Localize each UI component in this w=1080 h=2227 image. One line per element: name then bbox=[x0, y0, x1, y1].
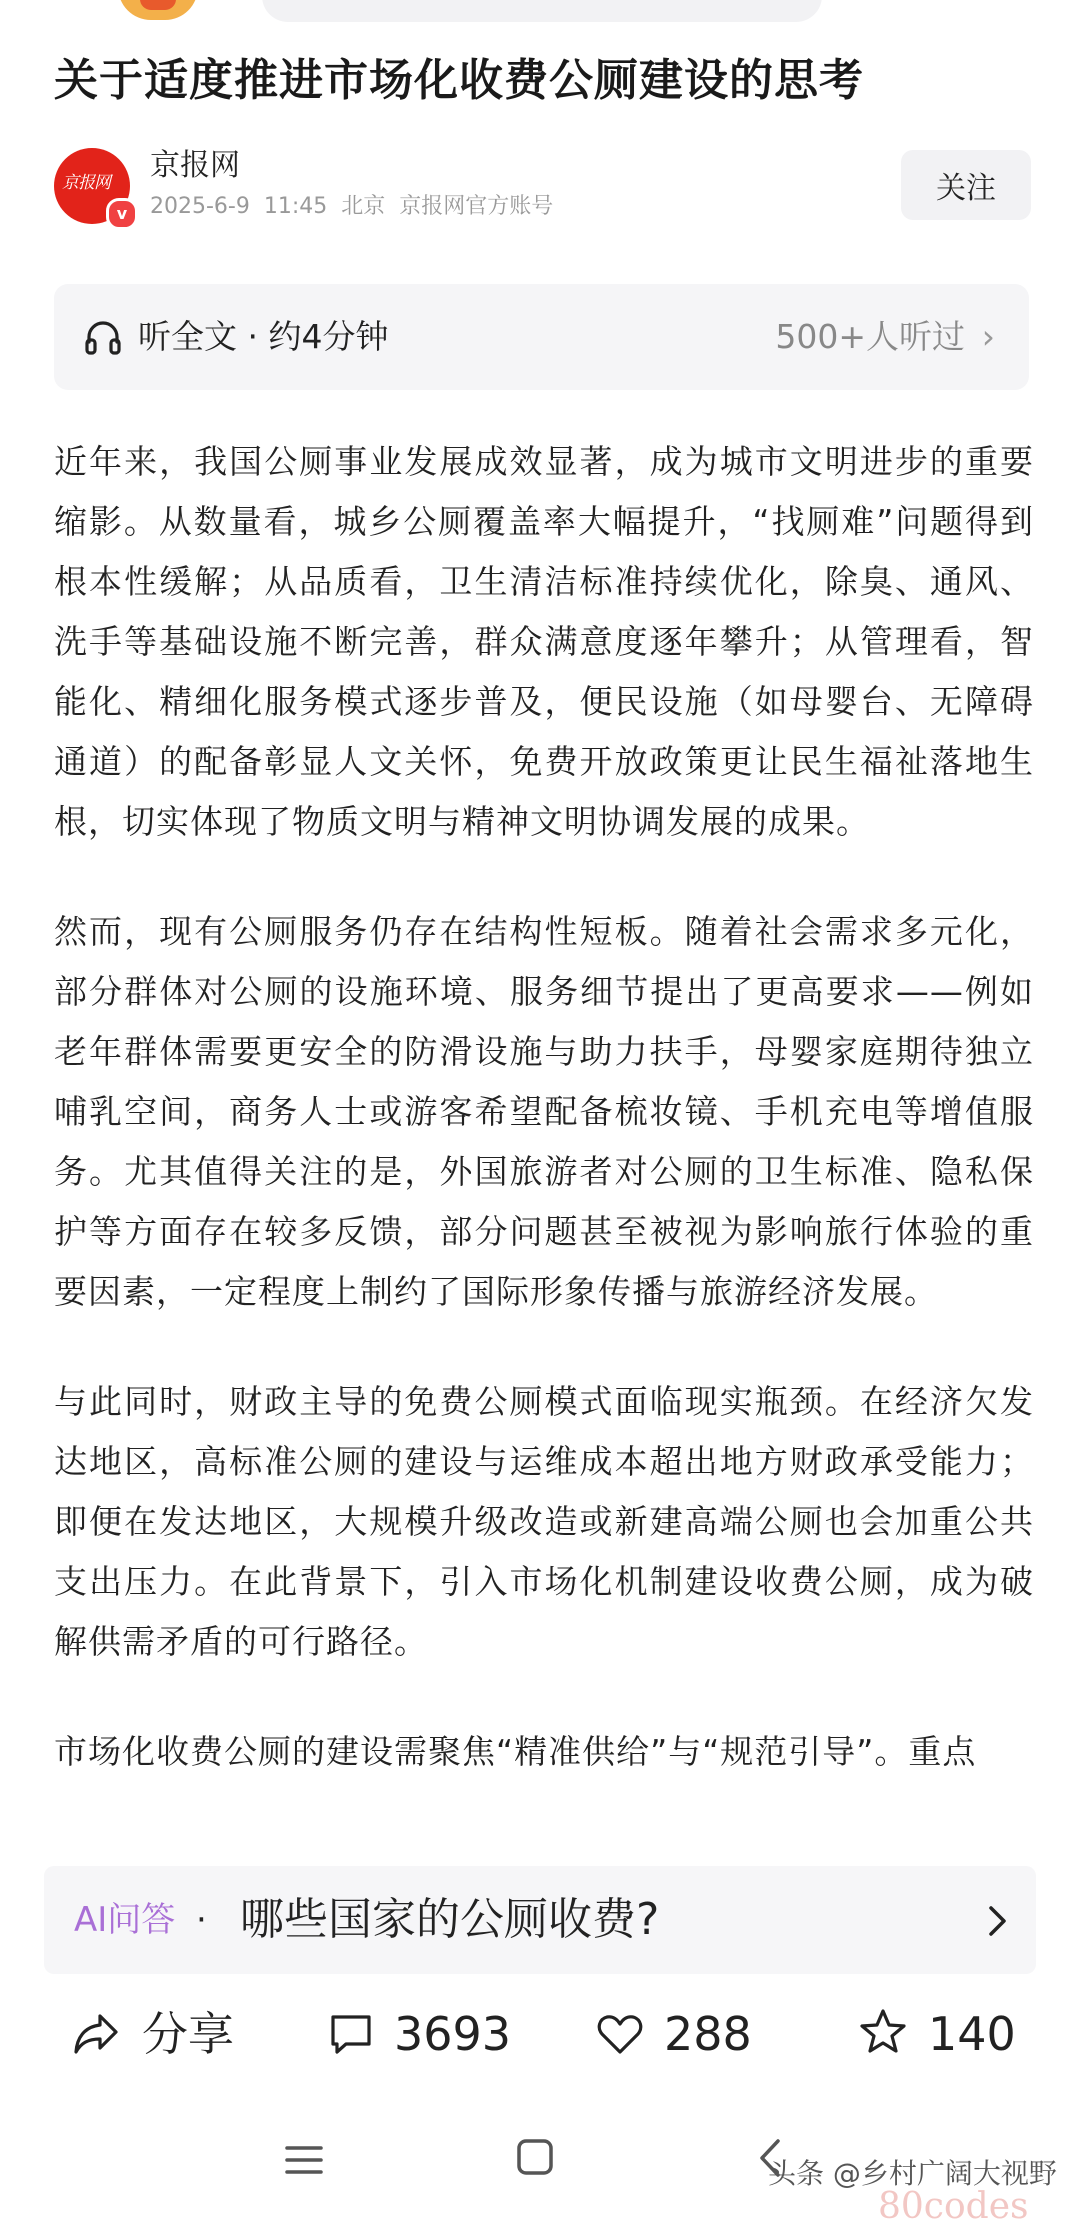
like-count: 288 bbox=[664, 2007, 752, 2061]
article-paragraph: 近年来，我国公厕事业发展成效显著，成为城市文明进步的重要缩影。从数量看，城乡公厕覆盖率大幅提升，“找厕难”问题得到根本性缓解；从品质看，卫生清洁标准持续优化，除臭、通风、洗手等基础设施不断完善，群众满意度逐年攀升；从管理看，智能化、精细化服务模式逐步普及，便民设施（如母婴台、无障碍通道）的配备彰显人文关怀，免费开放政策更让民生福祉落地生根，切实体现了物质文明与精神文明协调发展的成果。 bbox=[54, 442, 1034, 841]
menu-icon[interactable] bbox=[284, 2142, 324, 2178]
comment-button[interactable] bbox=[328, 1984, 528, 2084]
verified-badge-icon: v bbox=[106, 198, 138, 230]
top-bar bbox=[0, 0, 1080, 28]
follow-button[interactable]: 关注 bbox=[901, 150, 1031, 220]
article-title: 关于适度推进市场化收费公厕建设的思考 bbox=[54, 55, 864, 106]
share-label: 分享 bbox=[142, 2007, 234, 2061]
chevron-right-icon: › bbox=[981, 317, 995, 356]
listen-full-text-bar[interactable] bbox=[54, 284, 1029, 390]
article-paragraph: 然而，现有公厕服务仍存在结构性短板。随着社会需求多元化，部分群体对公厕的设施环境、服务细节提出了更高要求——例如老年群体需要更安全的防滑设施与助力扶手，母婴家庭期待独立哺乳空间，商务人士或游客希望配备梳妆镜、手机充电等增值服务。尤其值得关注的是，外国旅游者对公厕的卫生标准、隐私保护等方面存在较多反馈，部分问题甚至被视为影响旅行体验的重要因素，一定程度上制约了国际形象传播与旅游经济发展。 bbox=[54, 912, 1034, 1311]
author-bar bbox=[54, 146, 1034, 226]
ai-question-bar[interactable] bbox=[44, 1866, 1036, 1974]
article-body bbox=[54, 432, 1034, 1832]
action-bar bbox=[0, 1984, 1080, 2084]
search-bar[interactable] bbox=[262, 0, 822, 22]
article-paragraph: 市场化收费公厕的建设需聚焦“精准供给”与“规范引导”。重点 bbox=[54, 1732, 977, 1771]
ai-label: AI问答 bbox=[74, 1900, 176, 1940]
listen-count: 500+人听过 bbox=[775, 317, 965, 356]
favorite-count: 140 bbox=[928, 2007, 1016, 2061]
author-name[interactable]: 京报网 bbox=[150, 148, 240, 183]
headphones-icon bbox=[84, 318, 122, 356]
system-nav-bar bbox=[0, 2110, 1080, 2227]
source-watermark: 头条 @乡村广阔大视野 bbox=[768, 2157, 1057, 2190]
corner-watermark: 80codes bbox=[878, 2186, 1029, 2227]
comment-count: 3693 bbox=[394, 2007, 512, 2061]
share-button[interactable] bbox=[72, 1984, 272, 2084]
comment-icon bbox=[328, 2012, 374, 2056]
favorite-button[interactable] bbox=[858, 1984, 1038, 2084]
app-logo[interactable] bbox=[118, 0, 198, 20]
ai-separator: · bbox=[196, 1900, 207, 1940]
like-button[interactable] bbox=[596, 1984, 776, 2084]
home-icon[interactable] bbox=[516, 2138, 554, 2176]
ai-question: 哪些国家的公厕收费? bbox=[240, 1894, 660, 1945]
star-icon bbox=[858, 2008, 908, 2056]
publish-meta: 2025-6-9 11:45 北京 京报网官方账号 bbox=[150, 194, 554, 219]
heart-icon bbox=[596, 2012, 644, 2056]
listen-label: 听全文 · 约4分钟 bbox=[138, 317, 389, 356]
chevron-right-icon bbox=[980, 1904, 1014, 1938]
share-icon bbox=[72, 2012, 120, 2056]
avatar-logo-text: 京报网 bbox=[62, 173, 110, 193]
article-paragraph: 与此同时，财政主导的免费公厕模式面临现实瓶颈。在经济欠发达地区，高标准公厕的建设与运维成本超出地方财政承受能力；即便在发达地区，大规模升级改造或新建高端公厕也会加重公共支出压力。在此背景下，引入市场化机制建设收费公厕，成为破解供需矛盾的可行路径。 bbox=[54, 1382, 1034, 1661]
